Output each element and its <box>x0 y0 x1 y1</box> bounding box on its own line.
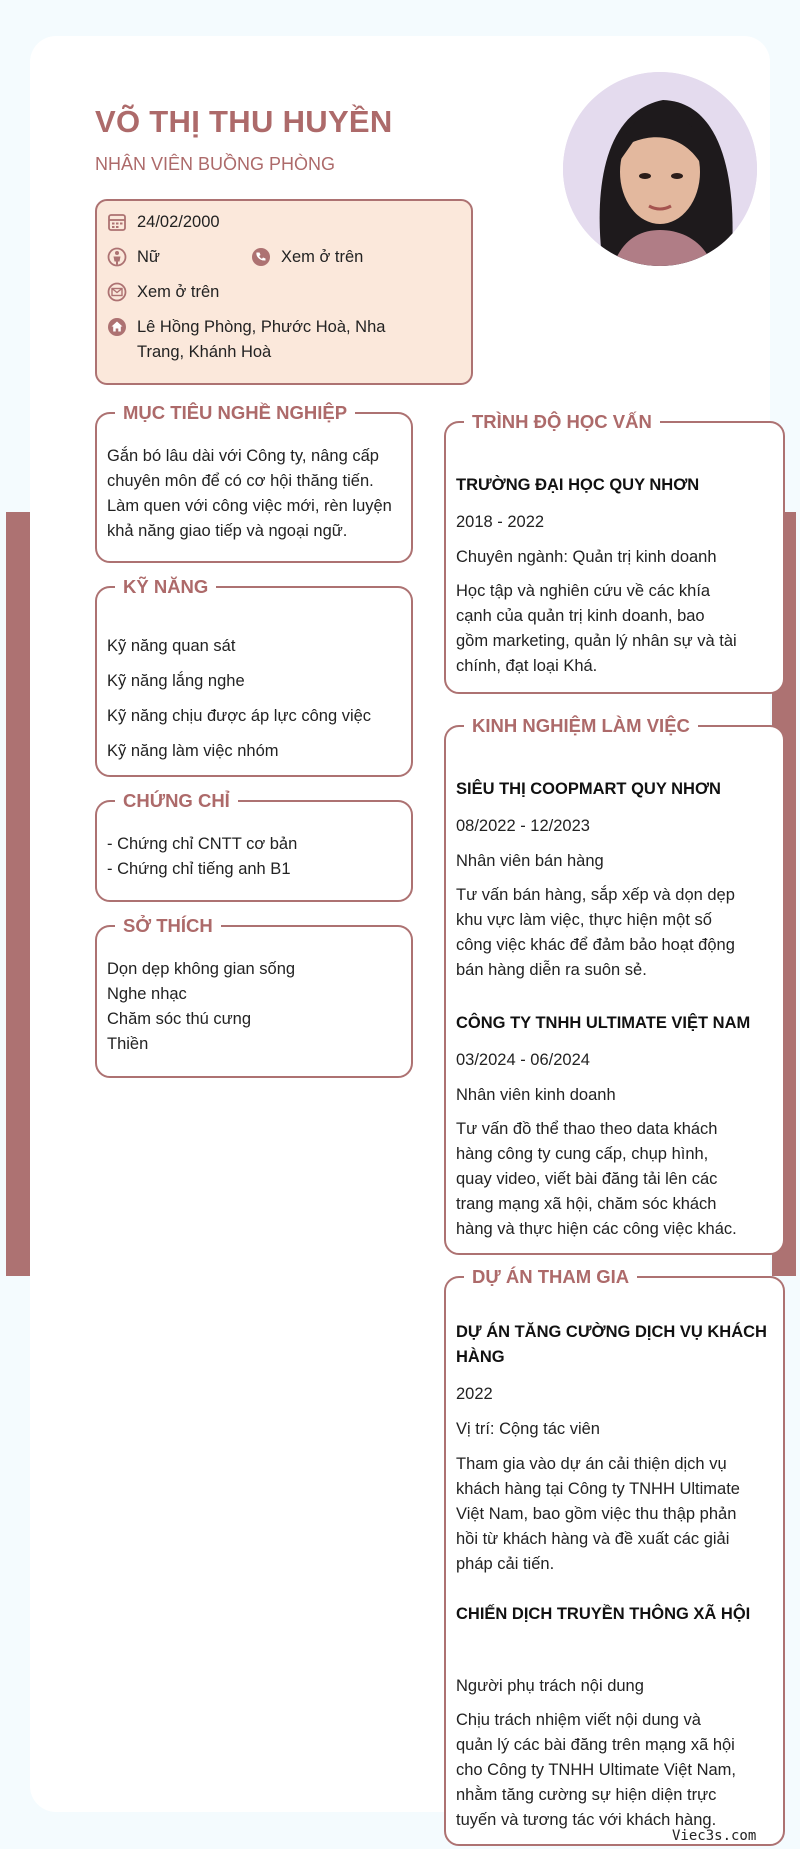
certificate-item: - Chứng chỉ CNTT cơ bản <box>107 835 298 853</box>
education-major: Chuyên ngành: Quản trị kinh doanh <box>456 548 717 566</box>
resume-page <box>30 36 770 1829</box>
job-role: Nhân viên bán hàng <box>456 852 604 870</box>
job-period: 08/2022 - 12/2023 <box>456 817 590 835</box>
job-period: 03/2024 - 06/2024 <box>456 1051 590 1069</box>
job-desc-line: Tư vấn bán hàng, sắp xếp và dọn dẹp <box>456 886 735 904</box>
phone-row <box>281 245 363 270</box>
phone-value: Xem ở trên <box>281 248 364 266</box>
project-desc-line: quản lý các bài đăng trên mạng xã hội <box>456 1736 735 1754</box>
education-title: TRÌNH ĐỘ HỌC VẤN <box>464 410 660 434</box>
project-desc-line: khách hàng tại Công ty TNHH Ultimate <box>456 1480 740 1498</box>
project-desc-line: tuyến và tương tác với khách hàng. <box>456 1811 717 1829</box>
site-watermark: Viec3s.com <box>672 1828 757 1844</box>
experience-title: KINH NGHIỆM LÀM VIỆC <box>464 714 698 738</box>
certificates-list <box>107 832 401 882</box>
profile-photo-illustration <box>563 72 757 266</box>
hobby-item: Thiền <box>107 1035 149 1053</box>
skill-item: Kỹ năng chịu được áp lực công việc <box>107 707 372 725</box>
skill-item: Kỹ năng quan sát <box>107 637 236 655</box>
education-period: 2018 - 2022 <box>456 513 545 531</box>
project-name-line: DỰ ÁN TĂNG CƯỜNG DỊCH VỤ KHÁCH <box>456 1323 767 1341</box>
contact-info-box <box>95 199 473 385</box>
email-value: Xem ở trên <box>137 283 220 301</box>
education-desc-line: gồm marketing, quản lý nhân sự và tài <box>456 632 737 650</box>
gender-value: Nữ <box>137 248 160 266</box>
email-icon <box>107 282 127 302</box>
project-desc-line: Việt Nam, bao gồm việc thu thập phản <box>456 1505 737 1523</box>
education-section <box>444 411 785 694</box>
hobbies-section <box>95 915 413 1078</box>
address-line-1: Lê Hồng Phòng, Phước Hoà, Nha <box>137 318 386 336</box>
job-desc-line: khu vực làm việc, thực hiện một số <box>456 911 712 929</box>
candidate-name: VÕ THỊ THU HUYỀN <box>95 104 393 139</box>
job-desc-line: bán hàng diễn ra suôn sẻ. <box>456 961 647 979</box>
phone-icon <box>251 247 271 267</box>
job-description <box>456 883 773 983</box>
career-goal-line: khả năng giao tiếp và ngoại ngữ. <box>107 522 348 540</box>
skills-section <box>95 576 413 777</box>
education-desc-line: chính, đạt loại Khá. <box>456 657 598 675</box>
gender-icon <box>107 247 127 267</box>
hobby-item: Nghe nhạc <box>107 985 187 1003</box>
job-company: SIÊU THỊ COOPMART QUY NHƠN <box>456 780 721 798</box>
career-goal-line: chuyên môn để có cơ hội thăng tiến. <box>107 472 374 490</box>
certificate-item: - Chứng chỉ tiếng anh B1 <box>107 860 291 878</box>
project-desc-line: Chịu trách nhiệm viết nội dung và <box>456 1711 701 1729</box>
job-desc-line: hàng và thực hiện các công việc khác. <box>456 1220 737 1238</box>
project-desc-line: pháp cải tiến. <box>456 1555 555 1573</box>
project-role: Người phụ trách nội dung <box>456 1677 644 1695</box>
job-desc-line: Tư vấn đồ thể thao theo data khách <box>456 1120 718 1138</box>
left-accent-bar <box>6 512 30 1276</box>
project-desc-line: nhằm tăng cường sự hiện diện trực <box>456 1786 717 1804</box>
education-desc-line: cạnh của quản trị kinh doanh, bao <box>456 607 705 625</box>
project-description <box>456 1708 773 1833</box>
profile-photo <box>563 72 757 266</box>
career-goal-section <box>95 402 413 563</box>
skill-item: Kỹ năng lắng nghe <box>107 672 245 690</box>
job-description <box>456 1117 773 1242</box>
job-company: CÔNG TY TNHH ULTIMATE VIỆT NAM <box>456 1014 751 1032</box>
hobbies-list <box>107 957 401 1057</box>
candidate-position: NHÂN VIÊN BUỒNG PHÒNG <box>95 154 336 174</box>
education-description <box>456 579 773 679</box>
project-year: 2022 <box>456 1385 493 1403</box>
school-name: TRƯỜNG ĐẠI HỌC QUY NHƠN <box>456 476 700 494</box>
job-desc-line: trang mạng xã hội, chăm sóc khách <box>456 1195 717 1213</box>
career-goal-line: Làm quen với công việc mới, rèn luyện <box>107 497 392 515</box>
certificates-title: CHỨNG CHỈ <box>115 789 238 813</box>
project-desc-line: cho Công ty TNHH Ultimate Việt Nam, <box>456 1761 736 1779</box>
project-description <box>456 1452 773 1577</box>
hobby-item: Dọn dẹp không gian sống <box>107 960 296 978</box>
career-goal-title: MỤC TIÊU NGHỀ NGHIỆP <box>115 401 355 425</box>
job-desc-line: quay video, viết bài đăng tải lên các <box>456 1170 718 1188</box>
birthday-value: 24/02/2000 <box>137 213 220 231</box>
address-row <box>137 315 385 365</box>
hobbies-title: SỞ THÍCH <box>115 914 221 938</box>
project-name: CHIẾN DỊCH TRUYỀN THÔNG XÃ HỘI <box>456 1605 751 1623</box>
projects-section <box>444 1266 785 1846</box>
hobby-item: Chăm sóc thú cưng <box>107 1010 252 1028</box>
projects-title: DỰ ÁN THAM GIA <box>464 1265 637 1289</box>
job-role: Nhân viên kinh doanh <box>456 1086 616 1104</box>
project-name <box>456 1320 773 1370</box>
project-role: Vị trí: Cộng tác viên <box>456 1420 600 1438</box>
career-goal-line: Gắn bó lâu dài với Công ty, nâng cấp <box>107 447 379 465</box>
job-desc-line: hàng công ty cung cấp, chụp hình, <box>456 1145 709 1163</box>
certificates-section <box>95 790 413 902</box>
skill-item: Kỹ năng làm việc nhóm <box>107 742 279 760</box>
gender-row <box>137 245 160 270</box>
project-name-line: HÀNG <box>456 1348 505 1366</box>
calendar-icon <box>107 212 127 232</box>
job-desc-line: công việc khác để đảm bảo hoạt động <box>456 936 735 954</box>
project-desc-line: Tham gia vào dự án cải thiện dịch vụ <box>456 1455 727 1473</box>
birthday-row <box>137 210 220 235</box>
project-desc-line: hồi từ khách hàng và đề xuất các giải <box>456 1530 730 1548</box>
skills-title: KỸ NĂNG <box>115 575 216 599</box>
education-desc-line: Học tập và nghiên cứu về các khía <box>456 582 711 600</box>
address-line-2: Trang, Khánh Hoà <box>137 343 272 361</box>
email-row <box>137 280 219 305</box>
experience-section <box>444 715 785 1255</box>
home-icon <box>107 317 127 337</box>
career-goal-text <box>107 444 401 544</box>
